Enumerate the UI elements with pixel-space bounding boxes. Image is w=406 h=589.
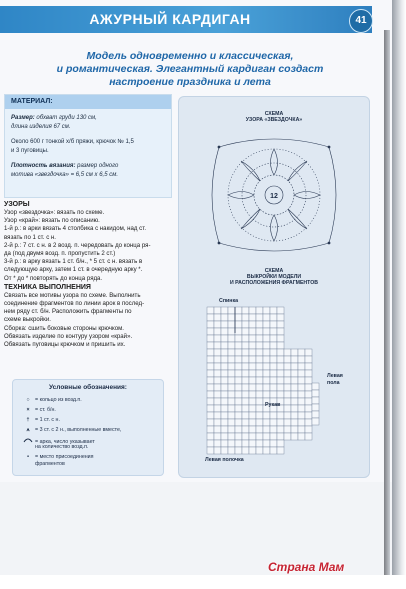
cross-icon: × — [26, 407, 30, 413]
text-line: Связать все мотивы узора по схеме. Выполнить — [4, 291, 141, 299]
text-line: 2-й р.: 7 ст. с н. в 2 возд. п. чередовать до конца ря- — [4, 241, 151, 249]
size-value: обхват груди 130 см, — [34, 115, 97, 121]
binding-spine — [384, 30, 390, 575]
text-line: Узор «звездочка»: вязать по схеме. — [4, 209, 105, 216]
label-back: Спинка — [219, 298, 239, 304]
motif-title: СХЕМА — [264, 111, 284, 117]
text-line: да (под двумя возд. п. пропустить 2 ст.) — [4, 250, 116, 258]
watermark: Страна Мам — [268, 560, 345, 574]
label-shelf: Левая полочка — [205, 457, 244, 463]
patterns-heading: УЗОРЫ — [4, 201, 30, 208]
intro-text — [40, 50, 340, 89]
text-line: вязать по 1 ст. с н. — [4, 233, 56, 241]
legend-box — [12, 379, 164, 476]
text-line: От * до * повторять до конца ряда. — [4, 274, 103, 282]
material-yarn: Около 600 г тонкой х/б пряжи, крючок № 1,5 — [11, 139, 134, 145]
text-line: Узор «край»: вязать по описанию. — [4, 217, 100, 225]
legend-row — [23, 427, 121, 434]
intro-line: и романтическая. Элегантный кардиган создаст — [56, 63, 324, 75]
material-gauge — [11, 163, 118, 169]
pattern-title: ВЫКРОЙКИ МОДЕЛИ — [246, 274, 302, 280]
legend-row — [23, 397, 82, 403]
legend-text: = 1 ст. с н. — [35, 417, 60, 423]
legend-title: Условные обозначения: — [49, 384, 127, 391]
legend-text: = место присоединения — [35, 454, 94, 460]
page-edge-shadow — [392, 0, 406, 575]
motif-diagram — [179, 123, 369, 273]
legend-text: = кольцо из возд.п. — [35, 397, 82, 403]
pattern-title: СХЕМА — [264, 268, 284, 274]
legend-row: на количество возд.п. — [35, 444, 89, 450]
size-label: Размер: — [11, 115, 35, 121]
dagger-icon: † — [26, 417, 30, 423]
text-line: 1-й р.: в арки вязать 4 столбика с накидом, над ст. — [4, 225, 147, 233]
gauge-label: Плотность вязания: — [11, 163, 76, 169]
legend-text: = ст. б/н. — [35, 407, 56, 413]
motif-center-label: 12 — [270, 193, 278, 200]
legend-row: фрагментов — [35, 461, 65, 467]
motif-title: УЗОРА «ЗВЕЗДОЧКА» — [245, 117, 303, 123]
legend-text: = 3 ст. с 2 н., выполненные вместе, — [35, 427, 122, 433]
text-line: следующую арку, затем 1 ст. в очередную арку *. — [4, 266, 143, 274]
cluster-icon: ⩚ — [26, 427, 30, 433]
gauge-value: размер одного — [75, 163, 119, 169]
text-line: Сборка: сшить боковые стороны крючком. — [4, 324, 124, 332]
text-line: Обвязать пуговицы крючком и пришить их. — [4, 341, 126, 349]
legend-row — [23, 407, 56, 413]
diagram-box — [178, 96, 370, 478]
intro-line: Модель одновременно и классическая, — [86, 50, 294, 62]
page-number-badge: 41 — [349, 9, 373, 33]
material-length — [11, 124, 71, 130]
text-line: 3-й р.: в арку вязать 1 ст. б/н., * 5 ст. с н. вязать в — [4, 258, 143, 266]
text-line: схеме выкройки. — [4, 316, 51, 324]
legend-row — [23, 454, 94, 460]
label-edge: Левая — [327, 373, 343, 379]
text-line: нем ряду ст. б/н. Расположить фрагменты по — [4, 308, 132, 316]
material-heading: МАТЕРИАЛ: — [5, 95, 171, 109]
text-line: Обвязать изделие по контуру узором «край». — [4, 332, 133, 340]
label-edge: пола — [327, 380, 340, 386]
instructions-text — [4, 200, 176, 349]
pattern-title: И РАСПОЛОЖЕНИЯ ФРАГМЕНТОВ — [229, 280, 319, 286]
text-line: соединение фрагментов по линии арок в послед- — [4, 300, 145, 308]
material-yarn: и 3 пуговицы. — [11, 148, 49, 154]
material-gauge — [11, 172, 118, 178]
page-title: АЖУРНЫЙ КАРДИГАН — [89, 11, 251, 27]
page-header — [0, 6, 372, 33]
length-value: длина изделия 67 см. — [11, 124, 71, 130]
material-box — [4, 94, 172, 198]
intro-line: настроение праздника и лета — [109, 76, 271, 88]
dot-icon: • — [27, 454, 29, 460]
legend-text: = арка, число указывает — [35, 439, 95, 445]
material-size — [11, 115, 97, 121]
legend-row — [23, 417, 60, 423]
technique-heading: ТЕХНИКА ВЫПОЛНЕНИЯ — [4, 283, 91, 291]
gauge-line2: мотива «звездочка» = 6,5 см х 6,5 см. — [11, 172, 118, 178]
label-sleeve: Рукав — [265, 402, 281, 408]
arch-icon — [23, 437, 33, 445]
ring-icon: ○ — [26, 397, 30, 403]
